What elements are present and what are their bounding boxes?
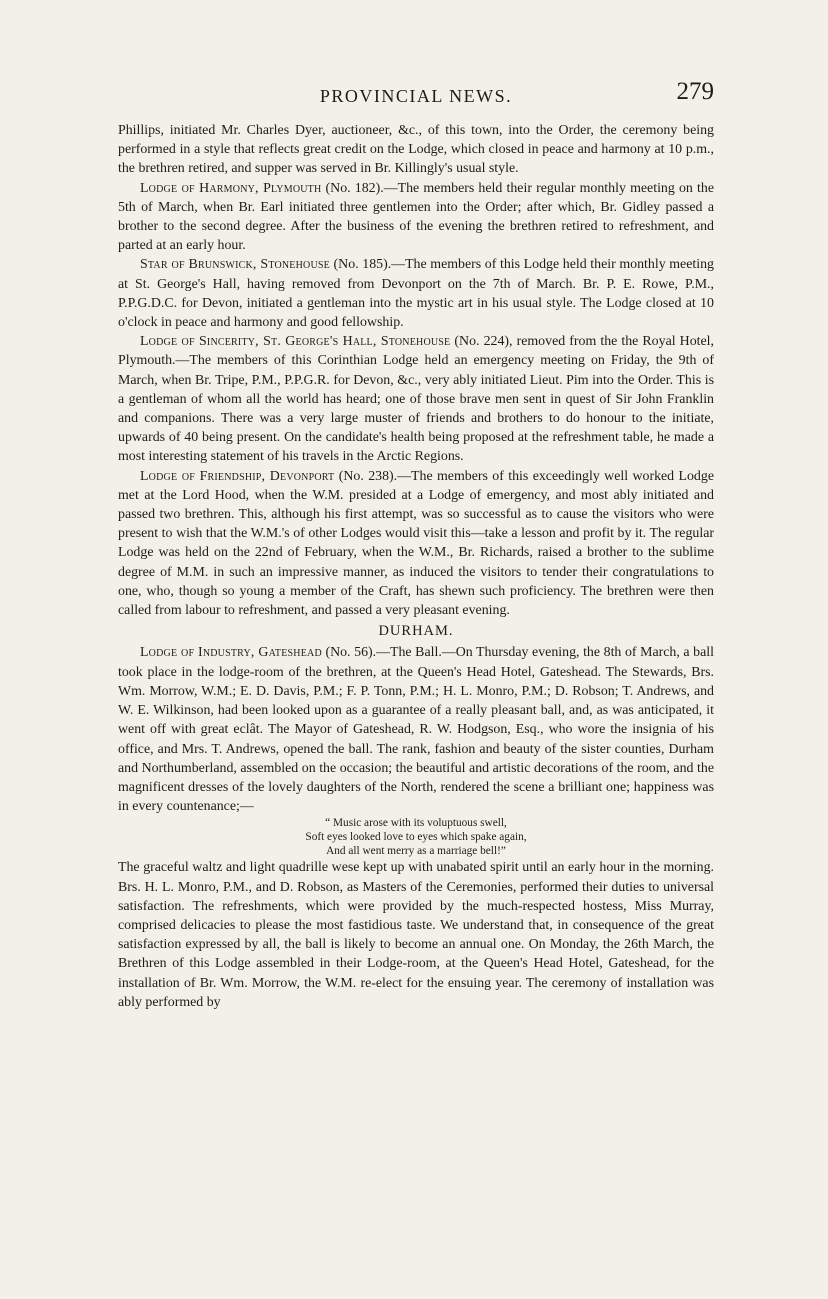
verse-line: And all went merry as a marriage bell!” <box>326 845 506 858</box>
paragraph-sincerity <box>118 332 714 466</box>
page-number: 279 <box>676 78 714 105</box>
paragraph-text: Phillips, initiated Mr. Charles Dyer, auctioneer, &c., of this town, into the Order, the ceremony being performed in a style that reflects great credit on the Lodge, which closed in peace and harmony at 10 p.m., the brethren retired, and supper was served in Br. Killingly's usual style. <box>118 123 714 177</box>
verse-line: “ Music arose with its voluptuous swell, <box>325 817 507 830</box>
paragraph-text: (No. 185).—The members of this Lodge held their monthly meeting at St. George's Hall, having removed from Devonport on the 7th of March. Br. P. E. Rowe, P.M., P.P.G.D.C. for Devon, initiated a gentleman into the mystic art in his usual style. The Lodge closed at 10 o'clock in peace and harmony and good fellowship. <box>118 257 714 331</box>
lodge-name: Lodge of Sincerity, St. George's Hall, Stonehouse <box>140 334 451 350</box>
paragraph-text: (No. 224), removed from the the Royal Hotel, Plymouth.—The members of this Corinthian Lodge held an emergency meeting on Friday, the 9th of March, when Br. Tripe, P.M., P.P.G.R. for Devon, &c., very ably initiated Lieut. Pim into the Order. This is a gentleman of whom all the world has heard; one of those brave men sent in quest of Sir John Franklin and companions. There was a very large muster of friends and brothers to do honour to the initiate, upwards of 40 being present. On the candidate's health being proposed at the refreshment table, he made a most interesting statement of his travels in the Arctic Regions. <box>118 334 715 465</box>
section-heading-durham: DURHAM. <box>378 623 454 640</box>
lodge-name: Lodge of Harmony, Plymouth <box>140 180 322 196</box>
lodge-name: Star of Brunswick, Stonehouse <box>140 257 330 273</box>
running-head <box>118 78 714 112</box>
paragraph-after-verse <box>118 858 714 1012</box>
article-body <box>118 121 714 1012</box>
running-title: PROVINCIAL NEWS. <box>319 86 513 106</box>
paragraph-star-of-brunswick <box>118 255 714 332</box>
paragraph-text: (No. 182).—The members held their regular monthly meeting on the 5th of March, when Br. Earl initiated three gentlemen into the Order; after which, Br. Gidley passed a brother to the second degree. After the business of the evening the brethren retired to refreshment, and parted at an early hour. <box>118 180 714 254</box>
paragraph-text: The graceful waltz and light quadrille wese kept up with unabated spirit until an early hour in the morning. Brs. H. L. Monro, P.M., and D. Robson, as Masters of the Ceremonies, performed their duties to universal satisfaction. The refreshments, which were provided by the much-respected hostess, Miss Murray, comprised delicacies to please the most fastidious taste. We understand that, in consequence of the great satisfaction expressed by all, the ball is likely to become an annual one. On Monday, the 26th March, the Brethren of this Lodge assembled in their Lodge-room, at the Queen's Head Hotel, Gateshead, for the installation of Br. Wm. Morrow, the W.M. re-elect for the ensuing year. The ceremony of installation was ably performed by <box>118 860 714 1010</box>
lodge-name: Lodge of Friendship, Devonport <box>140 468 335 484</box>
page <box>118 78 714 1012</box>
paragraph-text: (No. 238).—The members of this exceedingly well worked Lodge met at the Lord Hood, when the W.M. presided at a Lodge of emergency, and most ably initiated and passed two brethren. This, although his first attempt, was so successful as to cause the visitors who were present to wish that the W.M.'s of other Lodges would visit this—take a lesson and profit by it. The regular Lodge was held on the 22nd of February, when the W.M., Br. Richards, raised a brother to the sublime degree of M.M. in such an impressive manner, as induced the visitors to tender their congratulations to one, who, though so young a member of the Craft, has shewn such proficiency. The brethren were then called from labour to refreshment, and passed a very pleasant evening. <box>118 468 714 619</box>
paragraph-harmony-plymouth <box>118 179 714 256</box>
lodge-name: Lodge of Industry, Gateshead <box>140 645 322 661</box>
paragraph-continuation <box>118 121 714 179</box>
paragraph-text: (No. 56).—The Ball.—On Thursday evening, the 8th of March, a ball took place in the lodge-room of the brethren, at the Queen's Head Hotel, Gateshead. The Stewards, Brs. Wm. Morrow, W.M.; E. D. Davis, P.M.; F. P. Tonn, P.M.; H. L. Monro, P.M.; D. Robson; T. Andrews, and W. E. Wilkinson, had been looked upon as a guarantee of a really pleasant ball, and, as was anticipated, it went off with great eclât. The Mayor of Gateshead, R. W. Hodgson, Esq., who wore the insignia of his office, and Mrs. T. Andrews, opened the ball. The rank, fashion and beauty of the sister counties, Durham and Northumberland, assembled on the occasion; the beautiful and artistic decorations of the room, and the magnificent dresses of the lovely daughters of the North, rendered the scene a brilliant one; happiness was in every countenance;— <box>118 645 715 815</box>
paragraph-friendship <box>118 467 714 621</box>
verse-quote <box>251 816 581 858</box>
paragraph-industry-gateshead <box>118 643 714 816</box>
verse-line: Soft eyes looked love to eyes which spake again, <box>305 831 527 844</box>
